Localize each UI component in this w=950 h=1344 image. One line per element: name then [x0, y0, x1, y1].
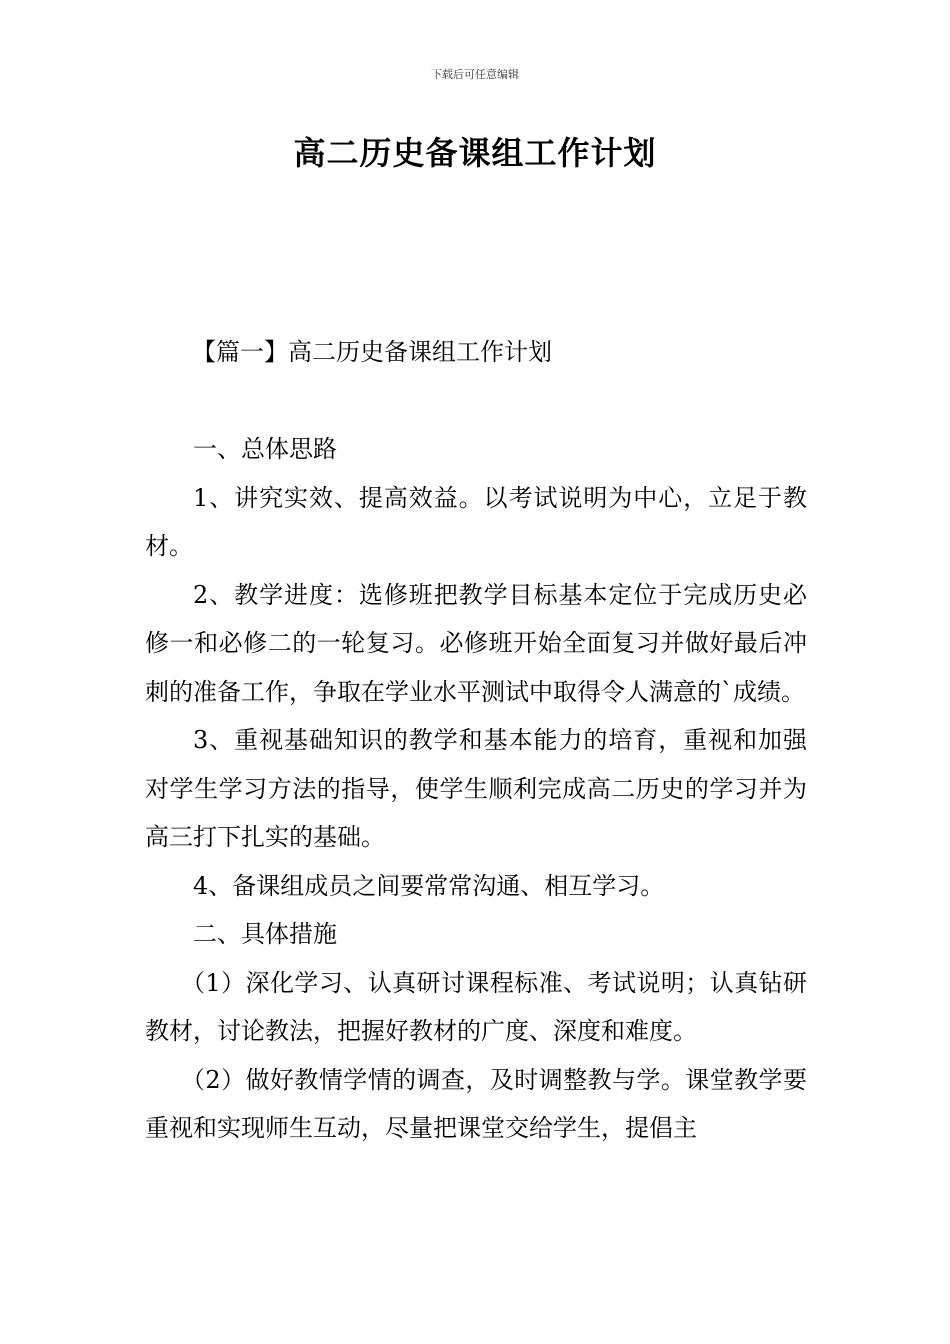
- paragraph-measure-1: （1）深化学习、认真研讨课程标准、考试说明；认真钻研教材，讨论教法，把握好教材的广度、深度和难度。: [145, 968, 807, 1045]
- document-title: 高二历史备课组工作计划: [293, 134, 657, 172]
- header-note: 下载后可任意编辑: [431, 68, 519, 81]
- paragraph-point-4: 4、备课组成员之间要常常沟通、相互学习。: [193, 871, 665, 900]
- paragraph-heading-measures: 二、具体措施: [193, 920, 337, 948]
- document-body: [145, 425, 807, 1153]
- paragraph-measure-2: （2）做好教情学情的调查，及时调整教与学。课堂教学要重视和实现师生互动，尽量把课堂交给学生，提倡主: [145, 1065, 807, 1142]
- paragraph-heading-overall-approach: 一、总体思路: [193, 435, 337, 463]
- paragraph-point-1: 1、讲究实效、提高效益。以考试说明为中心，立足于教材。: [145, 483, 807, 560]
- paragraph-point-3: 3、重视基础知识的教学和基本能力的培育，重视和加强对学生学习方法的指导，使学生顺利完成高二历史的学习并为高三打下扎实的基础。: [145, 726, 807, 851]
- paragraph-point-2: 2、教学进度：选修班把教学目标基本定位于完成历史必修一和必修二的一轮复习。必修班开始全面复习并做好最后冲刺的准备工作，争取在学业水平测试中取得令人满意的`成绩。: [145, 580, 807, 706]
- section-title: 【篇一】高二历史备课组工作计划: [192, 338, 552, 366]
